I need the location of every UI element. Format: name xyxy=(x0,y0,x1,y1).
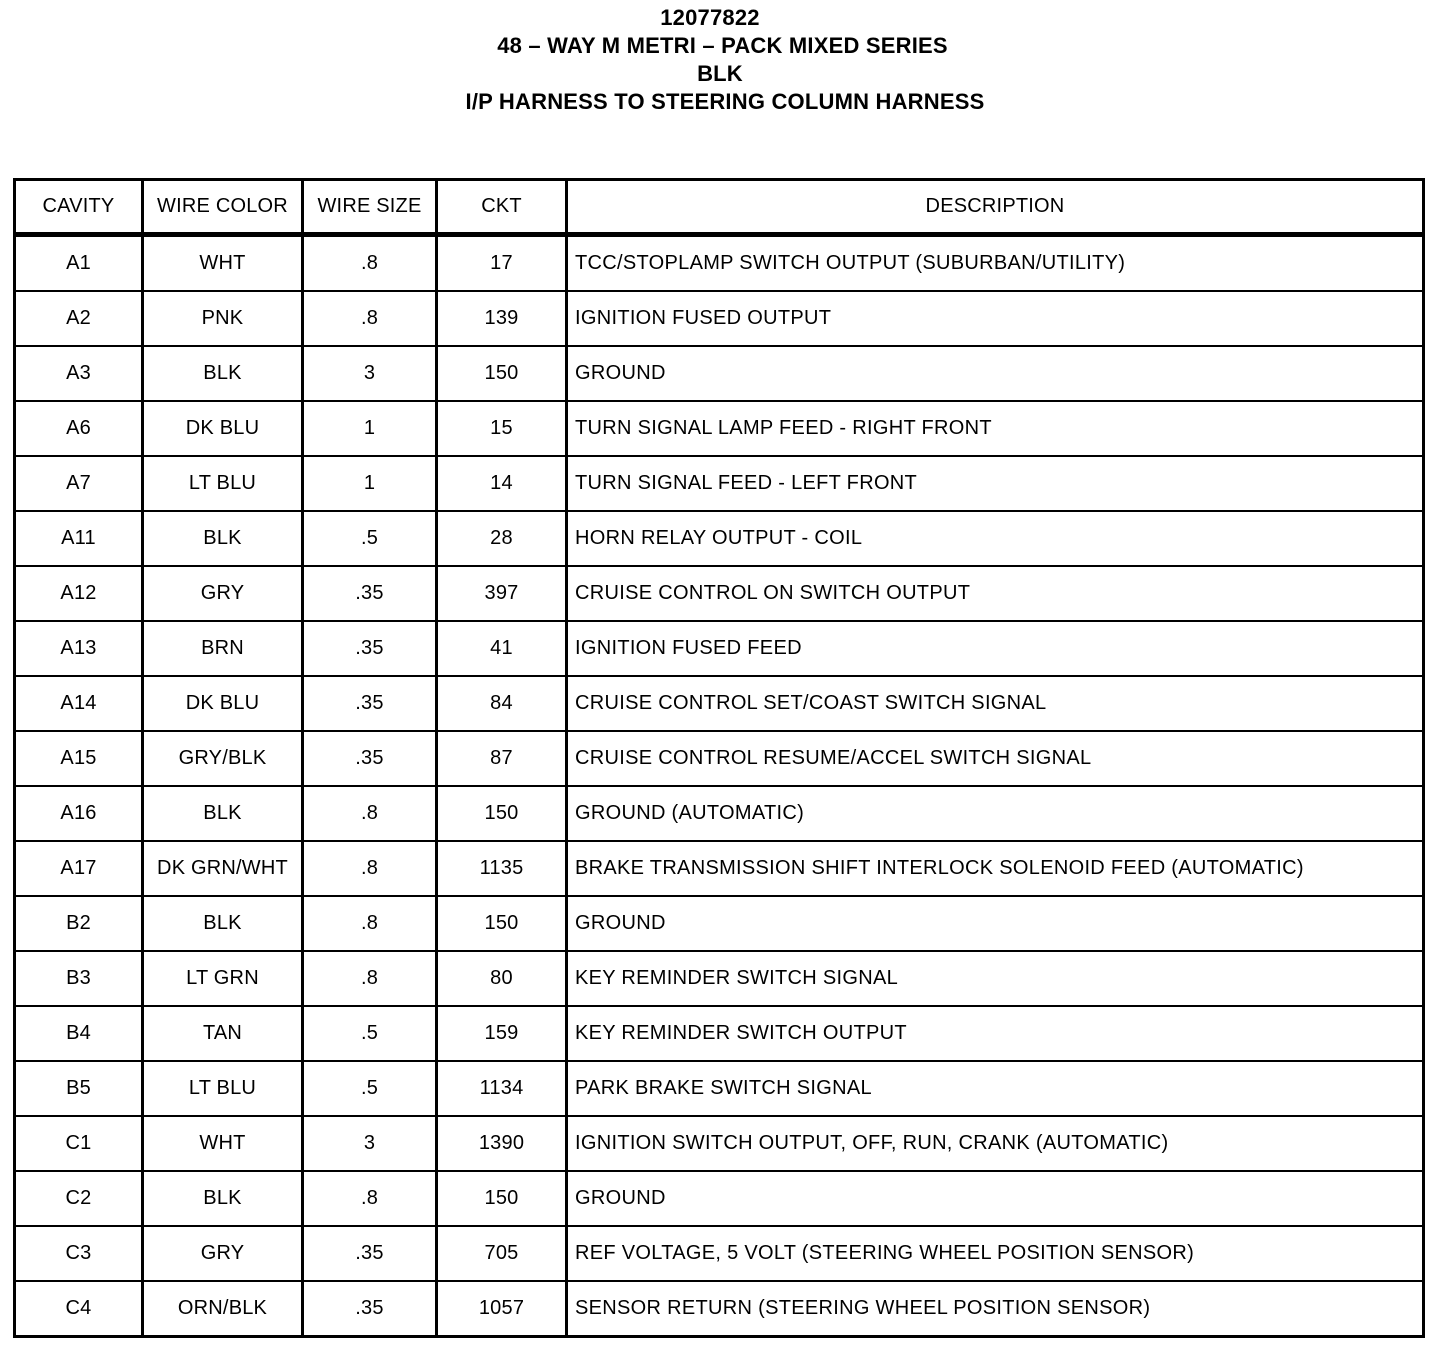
cell-cavity: A12 xyxy=(15,566,143,621)
cell-ckt: 150 xyxy=(437,1171,567,1226)
table-row xyxy=(15,621,1424,676)
cell-wire-color: GRY xyxy=(143,566,303,621)
connector-color: BLK xyxy=(697,61,743,86)
cell-description: GROUND xyxy=(567,1171,1424,1226)
cell-wire-size: 1 xyxy=(303,401,437,456)
cell-description: GROUND (AUTOMATIC) xyxy=(567,786,1424,841)
cell-wire-color: BLK xyxy=(143,896,303,951)
cell-ckt: 28 xyxy=(437,511,567,566)
cell-wire-size: 1 xyxy=(303,456,437,511)
cell-cavity: A11 xyxy=(15,511,143,566)
cell-wire-size: .8 xyxy=(303,896,437,951)
cell-cavity: C4 xyxy=(15,1281,143,1337)
cell-description: CRUISE CONTROL RESUME/ACCEL SWITCH SIGNAL xyxy=(567,731,1424,786)
cell-ckt: 139 xyxy=(437,291,567,346)
cell-ckt: 15 xyxy=(437,401,567,456)
cell-description: REF VOLTAGE, 5 VOLT (STEERING WHEEL POSITION SENSOR) xyxy=(567,1226,1424,1281)
cell-cavity: A2 xyxy=(15,291,143,346)
cell-wire-color: BLK xyxy=(143,346,303,401)
cell-cavity: A15 xyxy=(15,731,143,786)
table-row xyxy=(15,235,1424,292)
cell-wire-size: .5 xyxy=(303,511,437,566)
cell-wire-size: .8 xyxy=(303,291,437,346)
cell-wire-size: .8 xyxy=(303,951,437,1006)
cell-description: TCC/STOPLAMP SWITCH OUTPUT (SUBURBAN/UTILITY) xyxy=(567,235,1424,292)
cell-wire-size: .5 xyxy=(303,1006,437,1061)
cell-ckt: 150 xyxy=(437,786,567,841)
cell-description: IGNITION SWITCH OUTPUT, OFF, RUN, CRANK (AUTOMATIC) xyxy=(567,1116,1424,1171)
table-row xyxy=(15,291,1424,346)
cell-wire-size: .35 xyxy=(303,566,437,621)
column-header-description: DESCRIPTION xyxy=(567,180,1424,235)
cell-cavity: A13 xyxy=(15,621,143,676)
cell-cavity: B3 xyxy=(15,951,143,1006)
cell-wire-color: LT GRN xyxy=(143,951,303,1006)
cell-ckt: 705 xyxy=(437,1226,567,1281)
table-row xyxy=(15,1171,1424,1226)
table-row xyxy=(15,511,1424,566)
cell-description: KEY REMINDER SWITCH OUTPUT xyxy=(567,1006,1424,1061)
cell-ckt: 1135 xyxy=(437,841,567,896)
column-header-cavity: CAVITY xyxy=(15,180,143,235)
cell-description: GROUND xyxy=(567,896,1424,951)
cell-cavity: B5 xyxy=(15,1061,143,1116)
cell-description: IGNITION FUSED OUTPUT xyxy=(567,291,1424,346)
cell-wire-size: .35 xyxy=(303,1281,437,1337)
column-header-wire-color: WIRE COLOR xyxy=(143,180,303,235)
cell-cavity: A6 xyxy=(15,401,143,456)
cell-wire-size: .35 xyxy=(303,1226,437,1281)
cell-wire-color: DK GRN/WHT xyxy=(143,841,303,896)
table-row xyxy=(15,786,1424,841)
cell-cavity: A7 xyxy=(15,456,143,511)
table-row xyxy=(15,676,1424,731)
cell-wire-color: PNK xyxy=(143,291,303,346)
table-body xyxy=(15,235,1424,1337)
cell-wire-size: .35 xyxy=(303,731,437,786)
cell-ckt: 80 xyxy=(437,951,567,1006)
cell-cavity: B4 xyxy=(15,1006,143,1061)
cell-ckt: 84 xyxy=(437,676,567,731)
cell-cavity: B2 xyxy=(15,896,143,951)
cell-wire-size: .8 xyxy=(303,1171,437,1226)
cell-ckt: 150 xyxy=(437,896,567,951)
table-row xyxy=(15,896,1424,951)
table-row xyxy=(15,401,1424,456)
cell-wire-color: DK BLU xyxy=(143,401,303,456)
cell-cavity: A1 xyxy=(15,235,143,292)
cell-ckt: 1134 xyxy=(437,1061,567,1116)
cell-ckt: 17 xyxy=(437,235,567,292)
connector-type: 48 – WAY M METRI – PACK MIXED SERIES xyxy=(497,33,948,58)
document-header xyxy=(0,4,1440,116)
cell-wire-size: .35 xyxy=(303,676,437,731)
cell-wire-color: BRN xyxy=(143,621,303,676)
cell-wire-color: BLK xyxy=(143,786,303,841)
cell-wire-size: .5 xyxy=(303,1061,437,1116)
table-row xyxy=(15,1281,1424,1337)
cell-wire-color: WHT xyxy=(143,1116,303,1171)
cell-description: KEY REMINDER SWITCH SIGNAL xyxy=(567,951,1424,1006)
table-row xyxy=(15,346,1424,401)
cell-description: GROUND xyxy=(567,346,1424,401)
table-row xyxy=(15,1116,1424,1171)
cell-wire-color: TAN xyxy=(143,1006,303,1061)
cell-description: CRUISE CONTROL ON SWITCH OUTPUT xyxy=(567,566,1424,621)
part-number: 12077822 xyxy=(660,5,760,30)
cell-description: CRUISE CONTROL SET/COAST SWITCH SIGNAL xyxy=(567,676,1424,731)
cell-description: TURN SIGNAL LAMP FEED - RIGHT FRONT xyxy=(567,401,1424,456)
cell-description: IGNITION FUSED FEED xyxy=(567,621,1424,676)
cell-cavity: C1 xyxy=(15,1116,143,1171)
cell-ckt: 1390 xyxy=(437,1116,567,1171)
column-header-ckt: CKT xyxy=(437,180,567,235)
cell-description: PARK BRAKE SWITCH SIGNAL xyxy=(567,1061,1424,1116)
table-row xyxy=(15,566,1424,621)
cell-wire-color: ORN/BLK xyxy=(143,1281,303,1337)
cell-wire-color: BLK xyxy=(143,511,303,566)
cell-ckt: 1057 xyxy=(437,1281,567,1337)
cell-wire-color: GRY/BLK xyxy=(143,731,303,786)
cell-cavity: A3 xyxy=(15,346,143,401)
table-row xyxy=(15,1061,1424,1116)
cell-wire-color: LT BLU xyxy=(143,456,303,511)
table-row xyxy=(15,951,1424,1006)
table-row xyxy=(15,1226,1424,1281)
cell-ckt: 87 xyxy=(437,731,567,786)
harness-title: I/P HARNESS TO STEERING COLUMN HARNESS xyxy=(465,89,985,114)
cell-cavity: C2 xyxy=(15,1171,143,1226)
cell-ckt: 14 xyxy=(437,456,567,511)
cell-cavity: A14 xyxy=(15,676,143,731)
cell-cavity: A17 xyxy=(15,841,143,896)
cell-ckt: 150 xyxy=(437,346,567,401)
cell-wire-color: WHT xyxy=(143,235,303,292)
cell-wire-size: 3 xyxy=(303,346,437,401)
table-row xyxy=(15,841,1424,896)
table-header-row xyxy=(15,180,1424,235)
cell-cavity: C3 xyxy=(15,1226,143,1281)
cell-description: TURN SIGNAL FEED - LEFT FRONT xyxy=(567,456,1424,511)
cell-wire-color: LT BLU xyxy=(143,1061,303,1116)
cell-description: SENSOR RETURN (STEERING WHEEL POSITION SENSOR) xyxy=(567,1281,1424,1337)
cell-wire-size: .8 xyxy=(303,841,437,896)
cell-ckt: 397 xyxy=(437,566,567,621)
cell-wire-color: GRY xyxy=(143,1226,303,1281)
cell-wire-size: .35 xyxy=(303,621,437,676)
table-row xyxy=(15,1006,1424,1061)
column-header-wire-size: WIRE SIZE xyxy=(303,180,437,235)
cell-wire-size: 3 xyxy=(303,1116,437,1171)
cell-cavity: A16 xyxy=(15,786,143,841)
cell-description: HORN RELAY OUTPUT - COIL xyxy=(567,511,1424,566)
table-row xyxy=(15,456,1424,511)
cell-description: BRAKE TRANSMISSION SHIFT INTERLOCK SOLENOID FEED (AUTOMATIC) xyxy=(567,841,1424,896)
cell-ckt: 159 xyxy=(437,1006,567,1061)
cell-wire-size: .8 xyxy=(303,786,437,841)
cell-wire-size: .8 xyxy=(303,235,437,292)
cell-wire-color: BLK xyxy=(143,1171,303,1226)
pinout-table xyxy=(13,178,1425,1338)
table-row xyxy=(15,731,1424,786)
cell-wire-color: DK BLU xyxy=(143,676,303,731)
cell-ckt: 41 xyxy=(437,621,567,676)
